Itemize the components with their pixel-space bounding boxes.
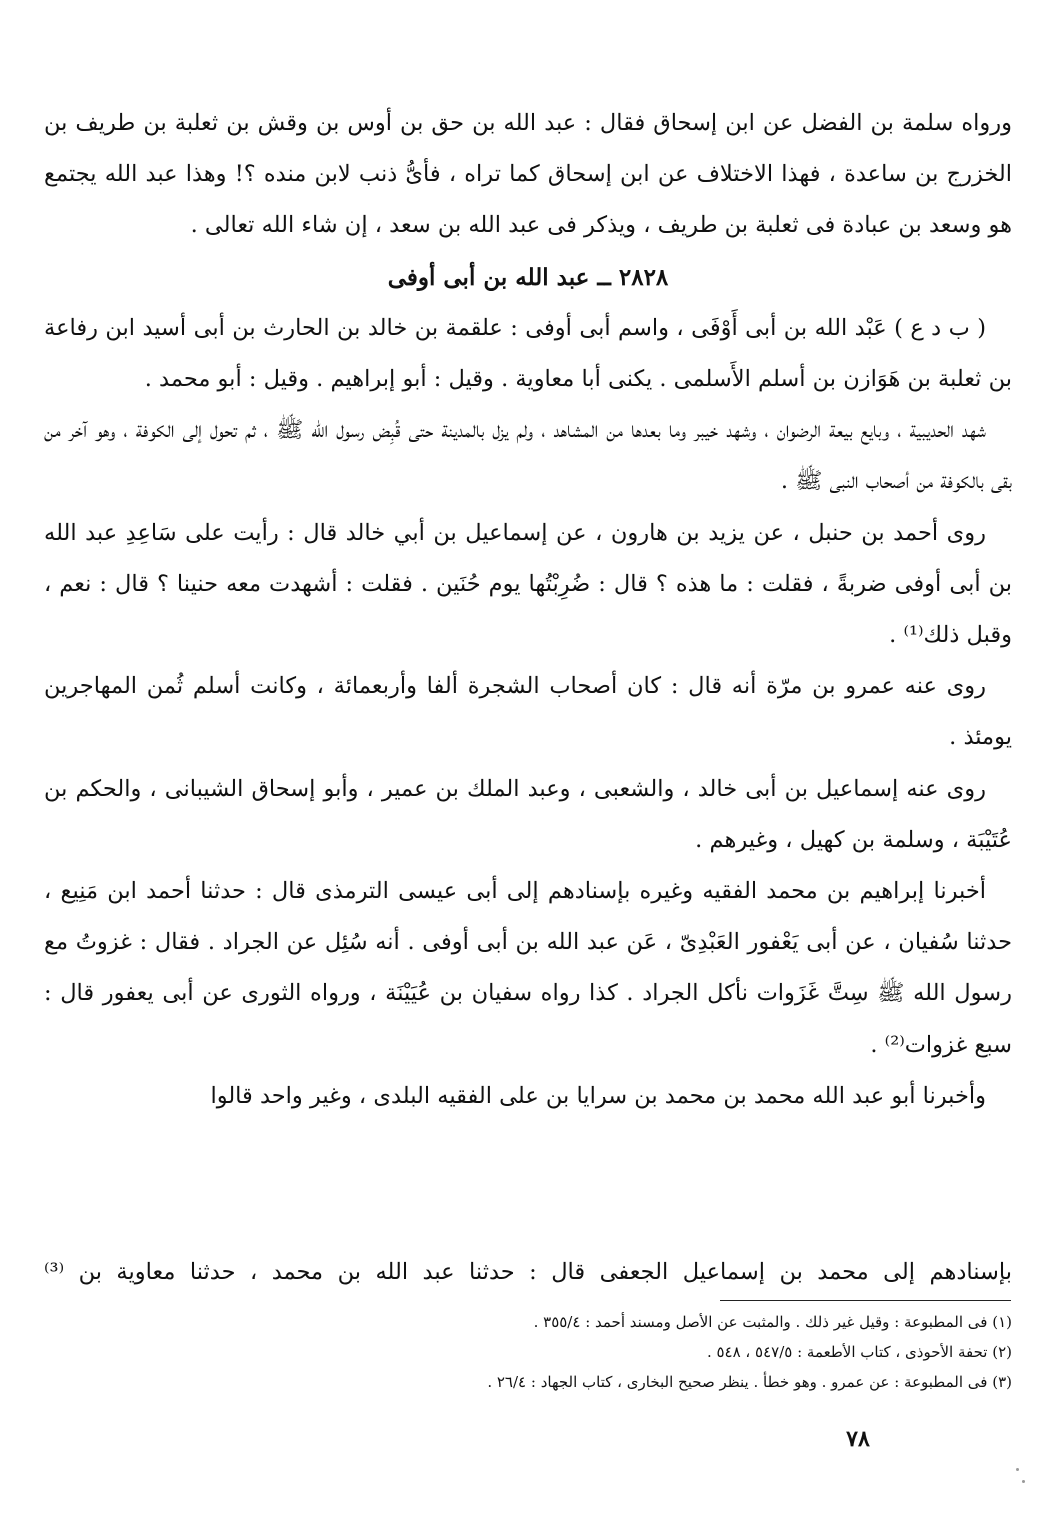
footnote-divider — [720, 1300, 1011, 1301]
page-number: ٧٨ — [846, 1426, 870, 1452]
paragraph-lineage: ( ب د ع ) عَبْد الله بن أبى أَوْفَى ، واسم أبى أوفى : علقمة بن خالد بن الحارث بن أبى أسيد ابن رفاعة بن ثعلبة بن هَوَازن بن أسلم الأَسلمى . يكنى أبا معاوية . وقيل : أبو إبراهيم . وقيل : أبو محمد . — [44, 314, 1012, 393]
paragraph-intro: ورواه سلمة بن الفضل عن ابن إسحاق فقال : عبد الله بن حق بن أوس بن وقش بن ثعلبة بن طريف بن الخزرج بن ساعدة ، فهذا الاختلاف عن ابن إسحاق كما تراه ، فأىُّ ذنب لابن منده ؟! وهذا عبد الله يجتمع هو وسعد بن عبادة فى ثعلبة بن طريف ، ويذكر فى عبد الله بن سعد ، إن شاء الله تعالى . — [44, 110, 1012, 239]
footnote-3: (٣) فى المطبوعة : عن عمرو . وهو خطأ . ينظر صحيح البخارى ، كتاب الجهاد : ٢٦/٤ . — [487, 1373, 1012, 1391]
main-text — [44, 98, 1012, 1122]
paragraph-bukhari: بإسنادهم إلى محمد بن إسماعيل الجعفى قال : حدثنا عبد الله بن محمد ، حدثنا معاوية بن ⁽³⁾ — [44, 1259, 1012, 1285]
paragraph-biography: شهد الحديبية ، وبايع بيعة الرضوان ، وشهد خيبر وما بعدها من المشاهد ، ولم يزل بالمدينة حتى قُبِض رسول الله ﷺ ، ثم تحول إلى الكوفة ، وهو آخر من بقى بالكوفة من أصحاب النبى ﷺ . — [44, 417, 1012, 495]
footnote-1: (١) فى المطبوعة : وقيل غير ذلك . والمثبت عن الأصل ومسند أحمد : ٣٥٥/٤ . — [533, 1313, 1012, 1331]
scan-speck — [1016, 1468, 1019, 1471]
paragraph-tirmidhi: أخبرنا إبراهيم بن محمد الفقيه وغيره بإسنادهم إلى أبى عيسى الترمذى قال : حدثنا أحمد ابن مَنِيع ، حدثنا سُفيان ، عن أبى يَعْفور العَبْدِىّ ، عَن عبد الله بن أبى أوفى . أنه سُئِل عن الجراد . فقال : غزوتُ مع رسول الله ﷺ سِتَّ غَزَوات نأكل الجراد . كذا رواه سفيان بن عُيَيْنَة ، ورواه الثورى عن أبى يعفور قال : سبع غزوات⁽²⁾ . — [44, 878, 1012, 1058]
paragraph-hadith-ahmad: روى أحمد بن حنبل ، عن يزيد بن هارون ، عن إسماعيل بن أبي خالد قال : رأيت على سَاعِدِ عبد الله بن أبى أوفى ضربةً ، فقلت : ما هذه ؟ قال : ضُرِبْتُها يوم حُنَين . فقلت : أشهدت معه حنينا ؟ قال : نعم ، وقبل ذلك⁽¹⁾ . — [44, 519, 1012, 649]
paragraph-sarayya: وأخبرنا أبو عبد الله محمد بن محمد بن سرايا بن على الفقيه البلدى ، وغير واحد قالوا — [210, 1082, 986, 1109]
scan-speck — [1022, 1480, 1025, 1483]
footnote-2: (٢) تحفة الأحوذى ، كتاب الأطعمة : ٥٤٧/٥ ، ٥٤٨ . — [706, 1343, 1012, 1361]
footnotes — [200, 1307, 1012, 1397]
paragraph-amr: روى عنه عمرو بن مرّة أنه قال : كان أصحاب الشجرة ألفا وأربعمائة ، وكانت أسلم ثُمن المهاجرين يومئذ . — [44, 673, 1012, 751]
entry-heading: ٢٨٢٨ ــ عبد الله بن أبى أوفى — [387, 263, 669, 291]
paragraph-narrators: روى عنه إسماعيل بن أبى خالد ، والشعبى ، وعبد الملك بن عمير ، وأبو إسحاق الشيبانى ، والحكم بن عُتَيْبَة ، وسلمة بن كهيل ، وغيرهم . — [44, 775, 1012, 853]
